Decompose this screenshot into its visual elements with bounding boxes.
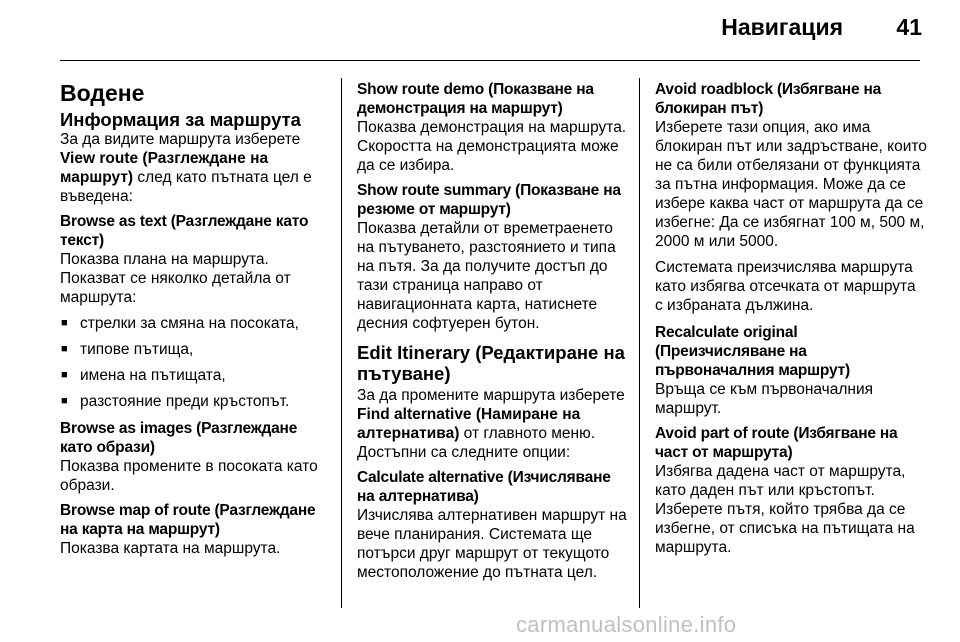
option-label: Avoid part of route (Избягване на част от маршрута) <box>655 425 898 461</box>
option-description: Показва плана на маршрута. <box>60 251 269 268</box>
bullet-item: ■ типове пътища, <box>60 340 328 359</box>
option-description: Показва картата на маршрута. <box>60 540 281 557</box>
option-description: Показва детайли от времетраенето на пътуването, разстоянието и типа на пътя. За да получите достъп до тази страница направо от навигационната карта, натиснете десния софтуерен бутон. <box>357 220 616 332</box>
option-label: Browse map of route (Разглеждане на карта на маршрут) <box>60 502 316 538</box>
bullet-item: ■ имена на пътищата, <box>60 366 328 385</box>
option-label: Calculate alternative (Изчисляване на алтернатива) <box>357 469 611 505</box>
menu-option-name: Find alternative (Намиране на алтернатива) <box>357 406 581 442</box>
intro-paragraph: За да видите маршрута изберете View route (Разглеждане на маршрут) след като пътната цел е въведена: <box>60 131 312 205</box>
column-3 <box>655 80 927 557</box>
option-label: Avoid roadblock (Избягване на блокиран път) <box>655 81 882 117</box>
column-divider <box>639 78 640 608</box>
menu-option-name: View route (Разглеждане на маршрут) <box>60 150 269 186</box>
bullet-item: ■ разстояние преди кръстопът. <box>60 392 328 411</box>
page-number: 41 <box>896 14 922 40</box>
header-rule <box>60 60 920 61</box>
section-title: Водене <box>60 80 145 106</box>
option-label: Recalculate original (Преизчисляване на първоначалния маршрут) <box>655 324 850 379</box>
option-label: Show route summary (Показване на резюме от маршрут) <box>357 182 621 218</box>
column-1 <box>60 80 328 558</box>
bullet-list <box>60 314 328 411</box>
option-description: Връща се към първоначалния маршрут. <box>655 381 874 417</box>
option-description: Изберете тази опция, ако има блокиран път или задръстване, които не са били отбелязани от функцията за пътна информация. Може да се избере каква част от маршрута да се избегне: Да се избягнат 100 м, 500 м, 2000 м или 5000. <box>655 119 927 250</box>
edit-intro-paragraph: За да промените маршрута изберете Find alternative (Намиране на алтернатива) от главното меню. Достъпни са следните опции: <box>357 387 625 461</box>
watermark: carmanualsonline.info <box>516 612 737 637</box>
option-label: Browse as text (Разглеждане като текст) <box>60 213 309 249</box>
subsection-title: Edit Itinerary (Редактиране на пътуване) <box>357 342 625 384</box>
option-label: Show route demo (Показване на демонстрация на маршрут) <box>357 81 594 117</box>
option-description: Системата преизчислява маршрута като избягва отсечката от маршрута с избраната дължина. <box>655 259 916 314</box>
option-description: Изчислява алтернативен маршрут на вече планирания. Системата ще потърси друг маршрут от текущото местоположение до пътната цел. <box>357 507 627 581</box>
option-label: Browse as images (Разглеждане като образи) <box>60 420 298 456</box>
option-description: Показва демонстрация на маршрута. Скоростта на демонстрацията може да се избира. <box>357 119 627 174</box>
running-header-title: Навигация <box>721 14 843 40</box>
bullet-item: ■ стрелки за смяна на посоката, <box>60 314 328 333</box>
column-divider <box>341 78 342 608</box>
column-2 <box>357 80 627 582</box>
option-description: Показват се няколко детайла от маршрута: <box>60 270 291 306</box>
option-description: Показва промените в посоката като образи. <box>60 458 318 494</box>
option-description: Избягва дадена част от маршрута, като даден път или кръстопът. Изберете пътя, който трябва да се избегне, от списъка на пътищата на маршрута. <box>655 463 915 556</box>
subsection-title: Информация за маршрута <box>60 109 301 130</box>
